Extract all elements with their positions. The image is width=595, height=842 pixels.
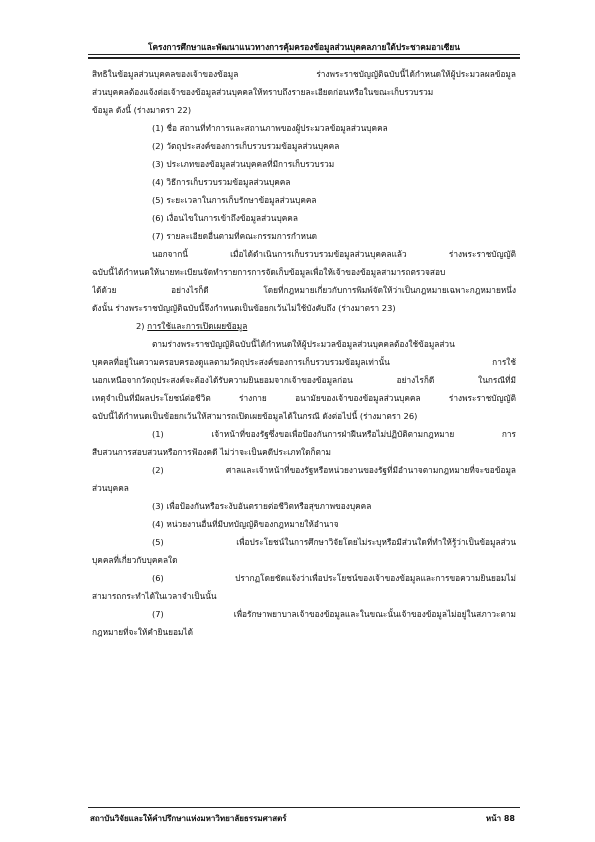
paragraph-line: ตามร่างพระราชบัญญัติฉบับนี้ได้กำหนดให้ผู้ประมวลข้อมูลส่วนบุคคลต้องใช้ข้อมูลส่วน bbox=[152, 339, 455, 349]
list-item-continuation: สามารถกระทำได้ในเวลาจำเป็นนั้น bbox=[92, 591, 217, 601]
list-item: (1) ชื่อ สถานที่ทำการและสถานภาพของผู้ประมวลข้อมูลส่วนบุคคล bbox=[152, 123, 388, 133]
paragraph-line: ข้อมูล ดังนี้ (ร่างมาตรา 22) bbox=[92, 105, 192, 115]
paragraph-line: สิทธิในข้อมูลส่วนบุคคลของเจ้าของข้อมูล ร่างพระราชบัญญัติฉบับนี้ได้กำหนดให้ผู้ประมวลผลข้อมูล bbox=[92, 69, 516, 79]
list-item-continuation: กฎหมายที่จะให้คำยินยอมได้ bbox=[92, 627, 193, 637]
list-item: (6) เงื่อนไขในการเข้าถึงข้อมูลส่วนบุคคล bbox=[152, 213, 298, 223]
footer-rule bbox=[88, 807, 520, 808]
paragraph-line: บุคคลที่อยู่ในความครอบครองดูแลตามวัตถุประสงค์ของการเก็บรวบรวมข้อมูลเท่านั้น การใช้ bbox=[92, 357, 516, 367]
paragraph-line: นอกเหนือจากวัตถุประสงค์จะต้องได้รับความยินยอมจากเจ้าของข้อมูลก่อน อย่างไรก็ดี ในกรณีที่มี bbox=[92, 375, 516, 385]
paragraph-line: ได้ด้วย อย่างไรก็ดี โดยที่กฎหมายเกี่ยวกับการพิมพ์จัดให้ว่าเป็นกฎหมายเฉพาะกฎหมายหนึ่ง bbox=[92, 285, 516, 295]
header-rule-thin bbox=[88, 54, 520, 55]
paragraph-line: ฉบับนี้ได้กำหนดเป็นข้อยกเว้นให้สามารถเปิดเผยข้อมูลได้ในกรณี ดังต่อไปนี้ (ร่างมาตรา 26) bbox=[92, 411, 418, 421]
list-item: (4) วิธีการเก็บรวบรวมข้อมูลส่วนบุคคล bbox=[152, 177, 291, 187]
list-item: (3) เพื่อป้องกันหรือระงับอันตรายต่อชีวิตหรือสุขภาพของบุคคล bbox=[152, 501, 372, 511]
list-item: (3) ประเภทของข้อมูลส่วนบุคคลที่มีการเก็บรวบรวม bbox=[152, 159, 335, 169]
list-item: (5) เพื่อประโยชน์ในการศึกษาวิจัยโดยไม่ระบุหรือมีส่วนใดที่ทำให้รู้ว่าเป็นข้อมูลส่วน bbox=[152, 537, 516, 547]
section-title: การใช้และการเปิดเผยข้อมูล bbox=[147, 321, 248, 331]
list-item: (4) หน่วยงานอื่นที่มีบทบัญญัติของกฎหมายให้อำนาจ bbox=[152, 519, 339, 529]
list-item: (7) เพื่อรักษาพยาบาลเจ้าของข้อมูลและในขณะนั้นเจ้าของข้อมูลไม่อยู่ในสภาวะตาม bbox=[152, 609, 516, 619]
paragraph-line: เหตุจำเป็นที่มีผลประโยชน์ต่อชีวิต ร่างกาย อนามัยของเจ้าของข้อมูลส่วนบุคคล ร่างพระราชบัญญัติ bbox=[92, 393, 516, 403]
paragraph-line: ฉบับนี้ได้กำหนดให้นายทะเบียนจัดทำรายการการจัดเก็บข้อมูลเพื่อให้เจ้าของข้อมูลสามารถตรวจสอบ bbox=[92, 267, 446, 277]
page-number: หน้า 88 bbox=[485, 814, 515, 823]
list-item: (6) ปรากฏโดยชัดแจ้งว่าเพื่อประโยชน์ของเจ้าของข้อมูลและการขอความยินยอมไม่ bbox=[152, 573, 516, 583]
list-item: (2) วัตถุประสงค์ของการเก็บรวบรวมข้อมูลส่วนบุคคล bbox=[152, 141, 340, 151]
list-item: (7) รายละเอียดอื่นตามที่คณะกรรมการกำหนด bbox=[152, 231, 318, 241]
list-item: (5) ระยะเวลาในการเก็บรักษาข้อมูลส่วนบุคคล bbox=[152, 195, 317, 205]
list-item-continuation: บุคคลที่เกี่ยวกับบุคคลใด bbox=[92, 555, 178, 565]
paragraph-line: ดังนั้น ร่างพระราชบัญญัติฉบับนี้จึงกำหนดเป็นข้อยกเว้นไม่ใช้บังคับถึง (ร่างมาตรา 23) bbox=[92, 303, 396, 313]
paragraph-line: ส่วนบุคคลต้องแจ้งต่อเจ้าของข้อมูลส่วนบุคคลให้ทราบถึงรายละเอียดก่อนหรือในขณะเก็บรวบรวม bbox=[92, 87, 434, 97]
footer-institution: สถาบันวิจัยและให้คำปรึกษาแห่งมหาวิทยาลัยธรรมศาสตร์ bbox=[90, 814, 287, 823]
list-item: (2) ศาลและเจ้าหน้าที่ของรัฐหรือหน่วยงานของรัฐที่มีอำนาจตามกฎหมายที่จะขอข้อมูล bbox=[152, 465, 516, 475]
section-number: 2) bbox=[136, 321, 145, 331]
list-item: (1) เจ้าหน้าที่ของรัฐซึ่งขอเพื่อป้องกันการฝ่าฝืนหรือไม่ปฏิบัติตามกฎหมาย การ bbox=[152, 429, 516, 439]
paragraph-line: นอกจากนี้ เมื่อได้ดำเนินการเก็บรวบรวมข้อมูลส่วนบุคคลแล้ว ร่างพระราชบัญญัติ bbox=[152, 249, 516, 259]
header-rule-thick bbox=[88, 57, 520, 59]
list-item-continuation: สืบสวนการสอบสวนหรือการฟ้องคดี ไม่ว่าจะเป็นคดีประเภทใดก็ตาม bbox=[92, 447, 332, 457]
section-heading bbox=[136, 320, 516, 332]
page-header-title: โครงการศึกษาและพัฒนาแนวทางการคุ้มครองข้อมูลส่วนบุคคลภายใต้ประชาคมอาเซียน bbox=[148, 42, 460, 52]
list-item-continuation: ส่วนบุคคล bbox=[92, 483, 129, 493]
